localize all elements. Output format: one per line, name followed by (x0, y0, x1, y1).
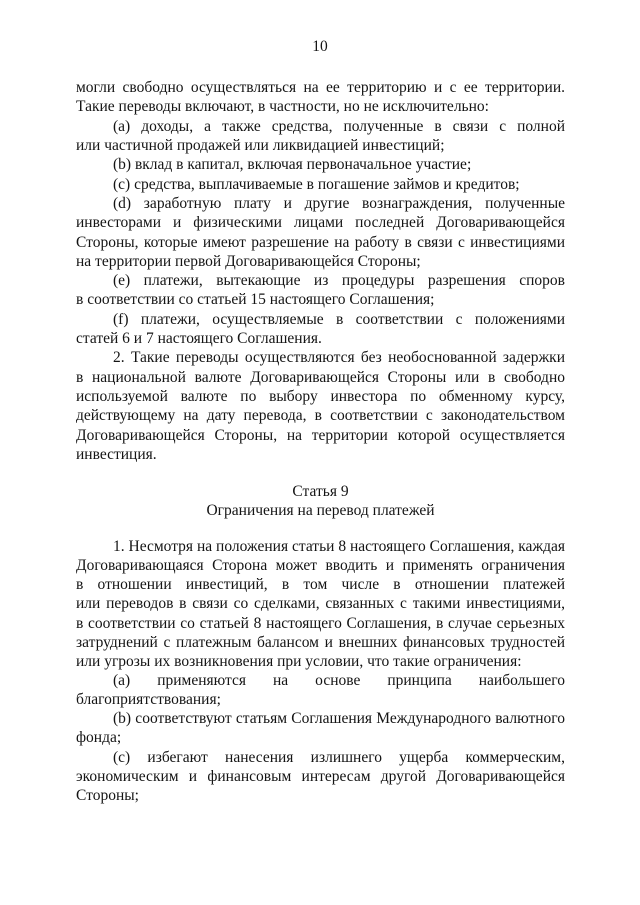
article-title: Статья 9 (292, 483, 349, 500)
text-line: используемой валюте по выбору инвестора по обменному курсу, (76, 388, 565, 405)
text-line: или угрозы их возникновения при условии, что такие ограничения: (76, 652, 522, 670)
text-line: (b) вклад в капитал, включая первоначальное участие; (113, 156, 472, 174)
paragraph-item-e (76, 271, 565, 310)
text-line: (a) доходы, а также средства, полученные в связи с полной (113, 117, 565, 135)
text-line: Договаривающаяся Сторона может вводить и применять ограничения (76, 557, 565, 575)
text-line: в соответствии со статьей 15 настоящего Соглашения; (76, 291, 435, 309)
text-line: инвесторами и физическими лицами последней Договаривающейся (76, 214, 565, 232)
text-line: или переводов в связи со сделками, связанных с такими инвестициями, (76, 595, 565, 613)
paragraph-item-b (76, 155, 565, 174)
paragraph (76, 78, 565, 117)
text-line: (f) платежи, осуществляемые в соответствии с положениями (113, 310, 565, 328)
text-line: Договаривающейся Стороны, на территории которой осуществляется (76, 426, 565, 444)
text-line: Стороны, которые имеют разрешение на работу в связи с инвестициями (76, 233, 565, 251)
paragraph-item-b (76, 709, 565, 747)
paragraph-item-d (76, 194, 565, 271)
text-line: статей 6 и 7 настоящего Соглашения. (76, 330, 322, 348)
text-line: Такие переводы включают, в частности, но не исключительно: (76, 98, 489, 116)
text-line: (a) применяются на основе принципа наибольшего (113, 671, 565, 689)
article-heading (76, 482, 565, 520)
text-line: 2. Такие переводы осуществляются без необоснованной задержки (113, 349, 565, 367)
text-line: экономическим и финансовым интересам другой Договаривающейся (76, 767, 565, 785)
text-line: или частичной продажей или ликвидацией инвестиций; (76, 136, 445, 154)
text-line: инвестиция. (76, 445, 157, 463)
text-line: могли свободно осуществляться на ее территорию и с ее территории. (76, 79, 565, 96)
continued-text (76, 78, 565, 464)
page-number: 10 (312, 38, 328, 55)
paragraph-item-c (76, 175, 565, 194)
paragraph-2 (76, 348, 565, 464)
text-line: в национальной валюте Договаривающейся Стороны или в свободно (76, 368, 565, 386)
text-line: (d) заработную плату и другие вознаграждения, полученные (113, 194, 565, 212)
text-line: (c) средства, выплачиваемые в погашение займов и кредитов; (113, 175, 520, 193)
text-line: в соответствии со статьей 8 настоящего Соглашения, в случае серьезных (76, 614, 565, 632)
text-line: (e) платежи, вытекающие из процедуры разрешения споров (113, 272, 565, 290)
text-line: (b) соответствуют статьям Соглашения Международного валютного (113, 710, 565, 728)
text-line: 1. Несмотря на положения статьи 8 настоящего Соглашения, каждая (113, 538, 565, 555)
text-line: благоприятствования; (76, 691, 221, 709)
text-line: (c) избегают нанесения излишнего ущерба коммерческим, (113, 748, 565, 766)
text-line: в отношении инвестиций, в том числе в отношении платежей (76, 576, 565, 594)
paragraph-item-a (76, 117, 565, 156)
paragraph-item-a (76, 671, 565, 709)
text-line: Стороны; (76, 786, 139, 804)
paragraph-item-f (76, 310, 565, 349)
article-9-body (76, 537, 565, 805)
text-line: на территории первой Договаривающейся Стороны; (76, 252, 421, 270)
text-line: фонда; (76, 729, 122, 747)
paragraph-item-c (76, 748, 565, 805)
article-subtitle: Ограничения на перевод платежей (206, 502, 435, 519)
text-line: действующему на дату перевода, в соответствии с законодательством (76, 407, 565, 425)
text-line: затруднений с платежным балансом и внешних финансовых трудностей (76, 633, 565, 651)
paragraph-1 (76, 537, 565, 671)
